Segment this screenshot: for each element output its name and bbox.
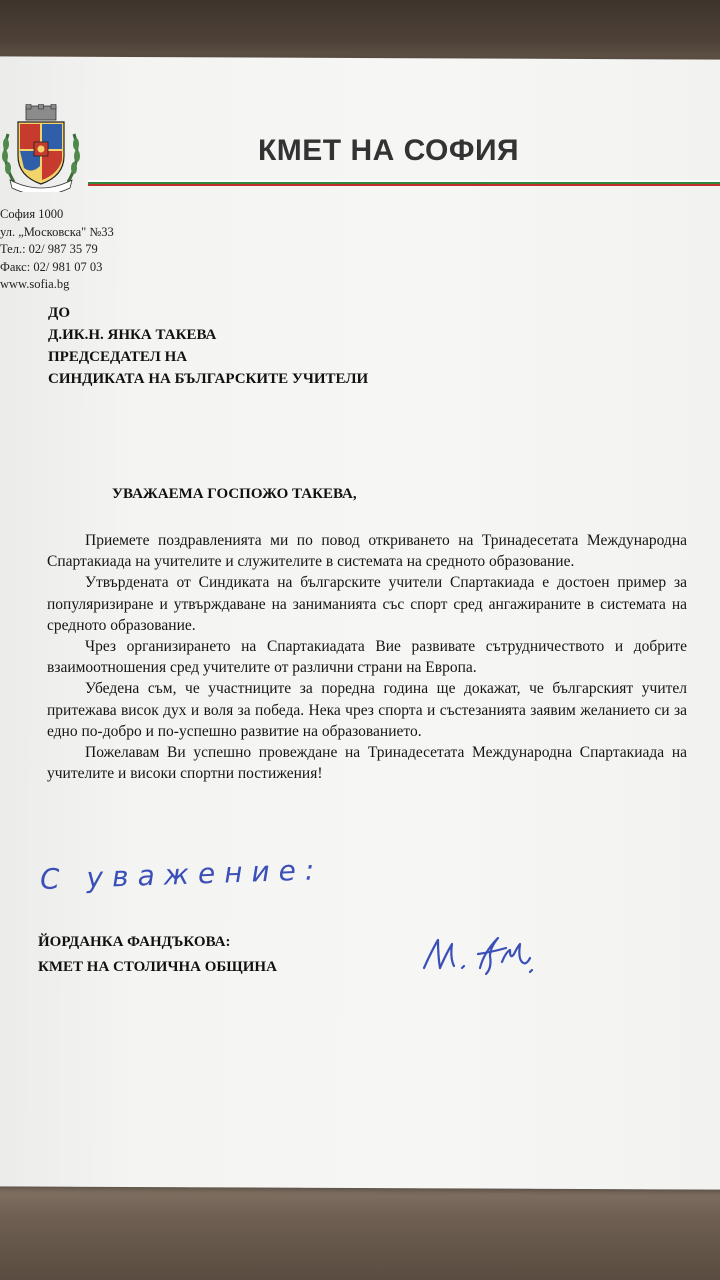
letter-paragraph-3: Чрез организирането на Спартакиадата Вие развивате сътрудничеството и добрите взаимоотношения сред учителите от различни страни на Европа.	[47, 638, 687, 677]
address-fax: Факс: 02/ 981 07 03	[0, 259, 103, 274]
signatory-title: КМЕТ НА СТОЛИЧНА ОБЩИНА	[38, 959, 277, 975]
signatory-name: ЙОРДАНКА ФАНДЪКОВА:	[38, 934, 231, 950]
handwritten-closing: С уважение:	[39, 853, 324, 896]
letter-body	[47, 530, 687, 784]
handwritten-signature-icon	[418, 928, 538, 980]
header-title: КМЕТ НА СОФИЯ	[258, 134, 520, 167]
recipient-line-position: ПРЕДСЕДАТЕЛ НА	[48, 349, 188, 365]
recipient-line-name: Д.ИК.Н. ЯНКА ТАКЕВА	[48, 327, 217, 343]
letter-paragraph-2: Утвърдената от Синдиката на българските учители Спартакиада е достоен пример за популяризиране и утвърждаване на заниманията със спорт сред ангажираните в системата на средното образование.	[47, 574, 687, 634]
sofia-coat-of-arms-logo	[0, 104, 82, 192]
address-city: София 1000	[0, 207, 64, 221]
signatory-block	[38, 930, 277, 980]
tricolor-red-stripe	[88, 184, 720, 186]
address-street: ул. „Московска" №33	[0, 224, 114, 239]
recipient-block	[48, 302, 368, 390]
address-block	[0, 206, 114, 294]
recipient-line-to: ДО	[48, 305, 70, 321]
letter-paragraph-1: Приемете поздравленията ми по повод откриването на Тринадесетата Международна Спартакиада на учителите и служителите в системата на средното образование.	[47, 532, 687, 571]
letter-paragraph-5: Пожелавам Ви успешно провеждане на Тринадесетата Международна Спартакиада на учителите и високи спортни постижения!	[47, 744, 687, 783]
address-phone: Тел.: 02/ 987 35 79	[0, 242, 98, 256]
letter-greeting: УВАЖАЕМА ГОСПОЖО ТАКЕВА,	[112, 486, 357, 502]
letter-paragraph-4: Убедена съм, че участниците за поредна година ще докажат, че българският учител притежава висок дух и воля за победа. Нека чрез спорта и състезанията заявим желанието си за едно по-добро и по-успешно развитие на образованието.	[47, 680, 687, 740]
address-web: www.sofia.bg	[0, 277, 70, 291]
recipient-line-organization: СИНДИКАТА НА БЪЛГАРСКИТЕ УЧИТЕЛИ	[48, 371, 369, 387]
bulgarian-tricolor-line	[88, 180, 720, 186]
